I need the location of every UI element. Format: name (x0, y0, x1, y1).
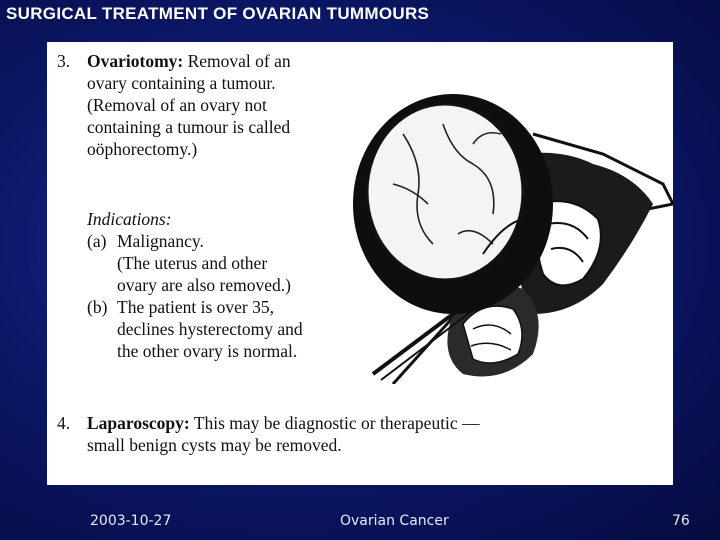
term-laparoscopy: Laparoscopy: (87, 413, 190, 433)
indication-line: declines hysterectomy and (117, 319, 303, 339)
footer-page-number: 76 (672, 513, 690, 529)
indication-line: The patient is over 35, (117, 297, 274, 317)
definition-line: containing a tumour is called (87, 117, 291, 137)
indication-b (87, 296, 347, 362)
definition-line: small benign cysts may be removed. (87, 435, 342, 455)
surgical-illustration (333, 54, 673, 384)
section-number: 4. (57, 413, 71, 433)
slide-title: SURGICAL TREATMENT OF OVARIAN TUMMOURS (6, 4, 430, 23)
indication-a (87, 230, 347, 296)
indication-line: Malignancy. (117, 231, 204, 251)
laparoscopy-line-1 (87, 412, 607, 434)
term-ovariotomy: Ovariotomy: (87, 51, 184, 71)
footer-date: 2003-10-27 (90, 513, 172, 529)
indication-line: (The uterus and other (117, 253, 268, 273)
definition-line: This may be diagnostic or therapeutic — (193, 413, 480, 433)
indication-line: ovary are also removed.) (117, 275, 291, 295)
definition-line: (Removal of an ovary not (87, 95, 267, 115)
indication-label: (a) (87, 231, 107, 251)
ovariotomy-line-1 (87, 50, 347, 72)
definition-line: ovary containing a tumour. (87, 73, 276, 93)
indications-heading: Indications: (87, 209, 172, 229)
definition-line: oöphorectomy.) (87, 139, 198, 159)
indication-label: (b) (87, 297, 108, 317)
footer-topic: Ovarian Cancer (340, 513, 449, 529)
section-number: 3. (57, 51, 71, 71)
textbook-figure (47, 42, 673, 485)
definition-line: Removal of an (187, 51, 291, 71)
indication-line: the other ovary is normal. (117, 341, 298, 361)
